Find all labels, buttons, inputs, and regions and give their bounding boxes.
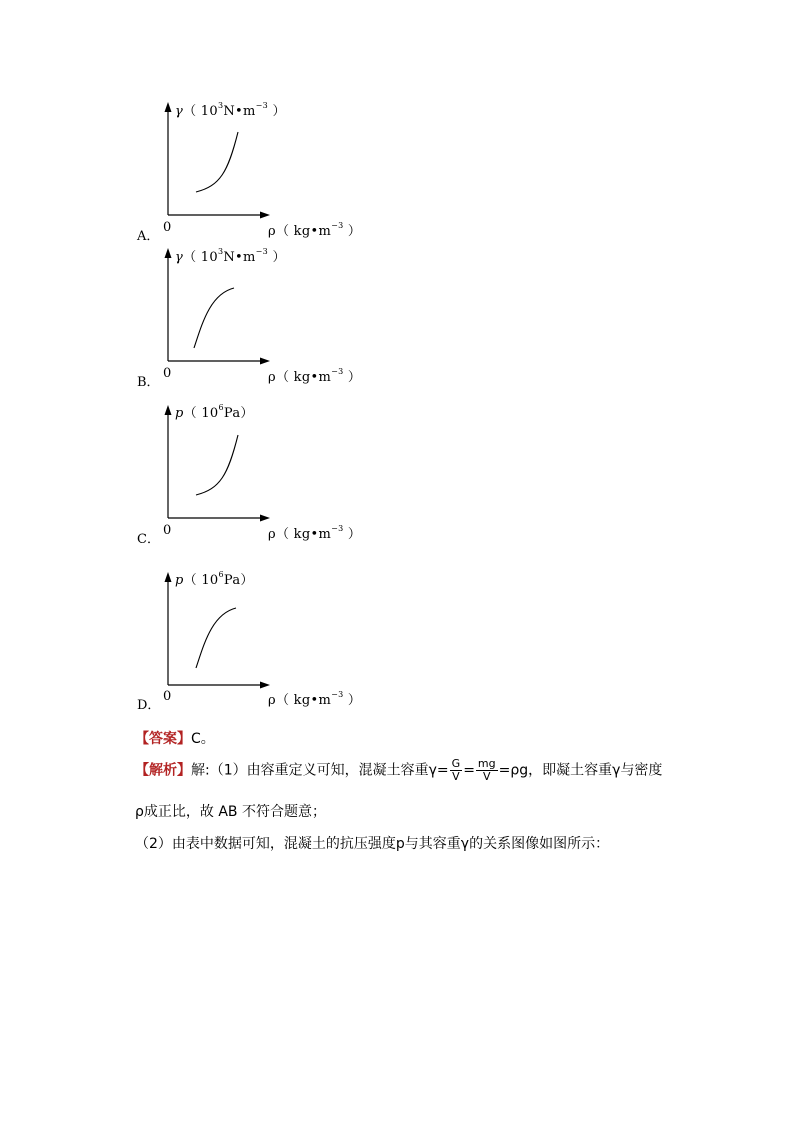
analysis-line-1: 【解析】解:（1）由容重定义可知，混凝土容重γ= $\frac{G}{V}$ = $\frac{mg}{V}$ =ρg，即凝土容重γ与密度 <box>135 757 663 783</box>
option-a-axes <box>130 100 370 240</box>
option-b-axes <box>130 246 370 386</box>
option-a-graph <box>130 100 370 240</box>
option-b-letter: B． <box>137 375 160 390</box>
option-b-x-label: ρ（ $kg•m^{-3}$ ） <box>268 366 362 385</box>
analysis-line-3: （2）由表中数据可知，混凝土的抗压强度p与其容重γ的关系图像如图所示： <box>135 836 610 852</box>
analysis-tag: 【解析】 <box>135 762 191 779</box>
fraction-g-over-v: $\frac{G}{V}$ <box>451 757 461 783</box>
option-d-letter: D． <box>137 698 161 713</box>
option-a-y-label: γ（ $10^3N•m^{-3}$ ） <box>175 100 286 119</box>
option-c-axes <box>130 403 370 543</box>
option-d-y-label: p（ $10^6Pa$） <box>175 569 254 588</box>
option-d-origin: 0 <box>163 689 172 704</box>
option-d-x-label: ρ（ $kg•m^{-3}$ ） <box>268 689 362 708</box>
answer-line <box>135 728 215 748</box>
option-c-x-label: ρ（ $kg•m^{-3}$ ） <box>268 523 362 542</box>
option-a-curve <box>196 132 238 192</box>
option-b-curve <box>194 288 234 348</box>
option-c-graph <box>130 403 370 543</box>
answer-text: C。 <box>191 731 215 747</box>
option-b-origin: 0 <box>163 366 172 381</box>
option-c-origin: 0 <box>163 523 172 538</box>
option-c-y-label: p（ $10^6Pa$） <box>175 402 254 421</box>
option-a-origin: 0 <box>163 220 172 235</box>
option-a-x-label: ρ（ $kg•m^{-3}$ ） <box>268 220 362 239</box>
option-c-letter: C． <box>137 532 160 547</box>
answer-tag: 【答案】 <box>135 731 191 747</box>
analysis-line-2: ρ成正比，故 AB 不符合题意； <box>135 804 326 820</box>
fraction-mg-over-v: $\frac{mg}{V}$ <box>477 757 496 783</box>
option-c-curve <box>196 435 238 495</box>
option-a-letter: A． <box>137 229 160 244</box>
option-d-curve <box>196 608 236 668</box>
option-b-graph <box>130 246 370 386</box>
option-b-y-label: γ（ $10^3N•m^{-3}$ ） <box>175 246 286 265</box>
